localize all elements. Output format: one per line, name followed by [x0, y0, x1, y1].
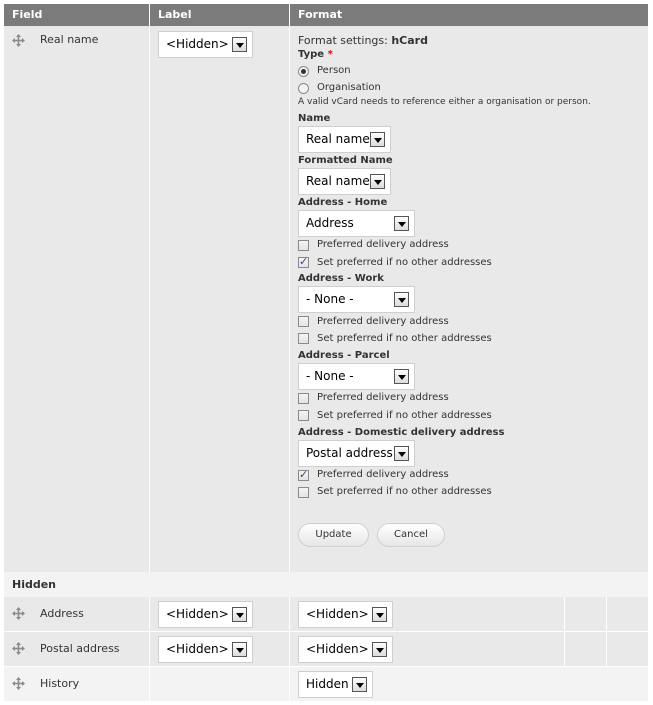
drag-handle-icon[interactable] [12, 607, 25, 620]
table-row-extra-cell [565, 597, 606, 631]
chevron-down-icon [232, 607, 247, 622]
label-select-postal-address[interactable] [158, 636, 253, 663]
chevron-down-icon [394, 446, 409, 461]
column-header-format: Format [290, 4, 648, 26]
chevron-down-icon [232, 642, 247, 657]
field-name-postal-address: Postal address [40, 642, 120, 655]
chevron-down-icon [352, 677, 367, 692]
address-parcel-select[interactable] [298, 363, 415, 390]
chevron-down-icon [370, 132, 385, 147]
select-value: <Hidden> [306, 607, 369, 621]
home-preferred-label: Preferred delivery address [317, 239, 449, 250]
format-select-address[interactable] [298, 601, 393, 628]
address-domestic-select[interactable] [298, 440, 415, 467]
row-real-name-label-cell [150, 26, 289, 572]
address-work-select[interactable] [298, 286, 415, 313]
radio-organisation-label: Organisation [317, 82, 381, 93]
chevron-down-icon [370, 174, 385, 189]
table-row-extra-cell [565, 632, 606, 666]
column-header-label: Label [150, 4, 290, 26]
table-row-extra-cell [607, 632, 648, 666]
parcel-set-preferred-checkbox[interactable] [298, 410, 309, 421]
select-value: - None - [306, 369, 354, 383]
cancel-button[interactable]: Cancel [377, 523, 445, 547]
parcel-preferred-checkbox[interactable] [298, 393, 309, 404]
domestic-preferred-label: Preferred delivery address [317, 469, 449, 480]
address-home-select[interactable] [298, 210, 415, 237]
hidden-section-title: Hidden [12, 578, 57, 591]
column-header-field: Field [4, 4, 150, 26]
home-set-preferred-label: Set preferred if no other addresses [317, 257, 492, 268]
label-select-address[interactable] [158, 601, 253, 628]
hidden-section-row [4, 572, 648, 597]
chevron-down-icon [372, 607, 387, 622]
work-set-preferred-checkbox[interactable] [298, 333, 309, 344]
address-domestic-label: Address - Domestic delivery address [298, 427, 505, 438]
parcel-preferred-label: Preferred delivery address [317, 392, 449, 403]
label-select-real-name[interactable] [158, 31, 253, 58]
table-row-label-cell [150, 667, 289, 701]
select-value: <Hidden> [166, 607, 229, 621]
format-settings-title [298, 34, 428, 47]
type-help-text: A valid vCard needs to reference either a organisation or person. [298, 97, 591, 107]
drag-handle-icon[interactable] [12, 677, 25, 690]
parcel-set-preferred-label: Set preferred if no other addresses [317, 410, 492, 421]
select-value: Postal address [306, 446, 393, 460]
field-name-history: History [40, 677, 80, 690]
chevron-down-icon [394, 292, 409, 307]
chevron-down-icon [394, 369, 409, 384]
radio-person-label: Person [317, 65, 351, 76]
type-label-text: Type [298, 49, 325, 60]
radio-organisation[interactable] [298, 83, 309, 94]
drag-handle-icon[interactable] [12, 642, 25, 655]
chevron-down-icon [232, 37, 247, 52]
home-preferred-checkbox[interactable] [298, 240, 309, 251]
field-name-real-name: Real name [40, 33, 99, 46]
address-home-label: Address - Home [298, 197, 388, 208]
select-value: <Hidden> [306, 642, 369, 656]
address-parcel-label: Address - Parcel [298, 350, 390, 361]
name-label: Name [298, 113, 331, 124]
formatted-name-label: Formatted Name [298, 155, 393, 166]
update-button[interactable]: Update [298, 523, 369, 547]
select-value: Real name [306, 132, 370, 146]
chevron-down-icon [372, 642, 387, 657]
field-name-address: Address [40, 607, 84, 620]
domestic-set-preferred-label: Set preferred if no other addresses [317, 486, 492, 497]
select-value: <Hidden> [166, 642, 229, 656]
work-preferred-label: Preferred delivery address [317, 316, 449, 327]
chevron-down-icon [394, 216, 409, 231]
select-value: Hidden [306, 677, 349, 691]
row-real-name-field-cell [4, 26, 149, 572]
name-select[interactable] [298, 126, 391, 153]
select-value: Real name [306, 174, 370, 188]
formatted-name-select[interactable] [298, 168, 391, 195]
work-preferred-checkbox[interactable] [298, 316, 309, 327]
format-settings-name: hCard [391, 34, 428, 47]
drag-handle-icon[interactable] [12, 34, 25, 47]
domestic-set-preferred-checkbox[interactable] [298, 487, 309, 498]
home-set-preferred-checkbox[interactable] [298, 257, 309, 268]
address-work-label: Address - Work [298, 273, 384, 284]
radio-person[interactable] [298, 66, 309, 77]
required-mark: * [327, 49, 333, 60]
select-value: - None - [306, 292, 354, 306]
domestic-preferred-checkbox[interactable] [298, 470, 309, 481]
type-label [298, 49, 333, 60]
format-settings-prefix: Format settings: [298, 34, 388, 47]
select-value: Address [306, 216, 354, 230]
table-row-extra-cell [607, 597, 648, 631]
format-select-postal-address[interactable] [298, 636, 393, 663]
work-set-preferred-label: Set preferred if no other addresses [317, 333, 492, 344]
format-select-history[interactable] [298, 671, 373, 698]
select-value: <Hidden> [166, 37, 229, 51]
